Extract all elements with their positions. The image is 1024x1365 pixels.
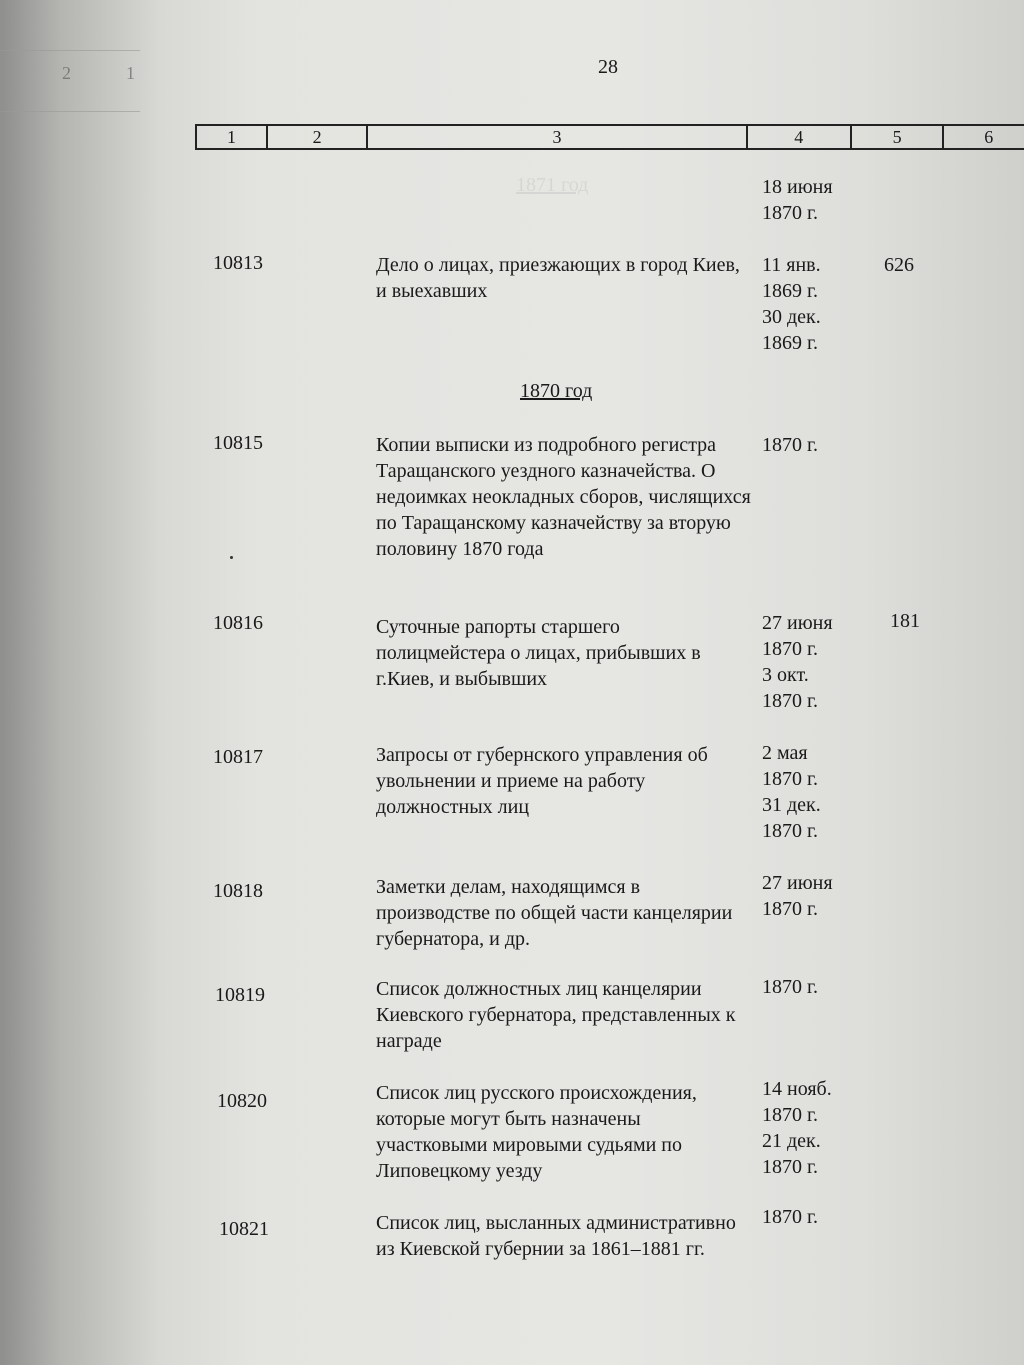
bleed-through-section-title: 1871 год [516,174,589,196]
date-line: 3 окт. [762,664,809,686]
column-number: 4 [747,125,851,149]
speck [230,556,233,559]
date-line: 31 дек. [762,794,821,816]
column-number: 3 [367,125,746,149]
entry-dates [762,870,857,922]
column-number: 1 [196,125,267,149]
date-line: 2 мая [762,742,808,764]
date-line: 1870 г. [762,898,818,920]
entry-number: 10818 [213,880,263,902]
entry-number: 10817 [213,746,263,768]
entry-dates [762,252,857,356]
date-line: 1870 г. [762,1206,818,1228]
date-line: 14 нояб. [762,1078,832,1100]
entry-dates [762,610,857,714]
entry-number: 10820 [217,1090,267,1112]
entry-title: Заметки делам, находящимся в производстве по общей части канцелярии губернатора, и др. [376,876,733,950]
page-number: 28 [598,56,618,78]
entry-dates [762,740,857,844]
entry-number: 10813 [213,252,263,274]
date-line: 1870 г. [762,202,818,224]
column-number-header [195,124,1024,150]
entry-sheets: 626 [884,254,914,276]
date-line: 1870 г. [762,1104,818,1126]
date-line: 1870 г. [762,638,818,660]
date-line: 1870 г. [762,434,818,456]
entry-dates [762,1076,857,1180]
entry-title: Список лиц русского происхождения, которые могут быть назначены участковыми мировыми судьями по Липовецкому уезду [376,1082,697,1182]
column-number: 5 [851,125,944,149]
entry-dates [762,1204,857,1230]
date-line: 11 янв. [762,254,821,276]
edge-mark: 1 [126,63,135,83]
column-number: 2 [267,125,367,149]
date-line: 27 июня [762,872,833,894]
date-line: 30 дек. [762,306,821,328]
entry-number: 10816 [213,612,263,634]
edge-mark: 2 [62,63,71,83]
entry-number: 10821 [219,1218,269,1240]
date-line: 1870 г. [762,820,818,842]
section-title: 1870 год [520,380,593,402]
entry-number: 10819 [215,984,265,1006]
entry-dates [762,432,857,458]
date-line: 1870 г. [762,690,818,712]
date-line: 27 июня [762,612,833,634]
date-line: 1870 г. [762,1156,818,1178]
date-line: 1869 г. [762,332,818,354]
entry-title: Дело о лицах, приезжающих в город Киев, и выехавших [376,254,740,302]
entry-number: 10815 [213,432,263,454]
date-line: 1870 г. [762,976,818,998]
date-carryover [762,174,857,226]
column-number: 6 [943,125,1024,149]
entry-title: Список должностных лиц канцелярии Киевского губернатора, представленных к награде [376,978,736,1052]
entry-sheets: 181 [890,610,920,632]
entry-title: Список лиц, высланных административно из Киевской губернии за 1861–1881 гг. [376,1212,736,1260]
date-line: 18 июня [762,176,833,198]
previous-page-edge [0,50,140,112]
date-line: 21 дек. [762,1130,821,1152]
entry-title: Суточные рапорты старшего полицмейстера о лицах, прибывших в г.Киев, и выбывших [376,616,701,690]
entry-title: Запросы от губернского управления об увольнении и приеме на работу должностных лиц [376,744,708,818]
date-line: 1869 г. [762,280,818,302]
entry-title: Копии выписки из подробного регистра Таращанского уездного казначейства. О недоимках неокладных сборов, числящихся по Таращанскому казначейству за вторую половину 1870 года [376,434,751,560]
entry-dates [762,974,857,1000]
date-line: 1870 г. [762,768,818,790]
